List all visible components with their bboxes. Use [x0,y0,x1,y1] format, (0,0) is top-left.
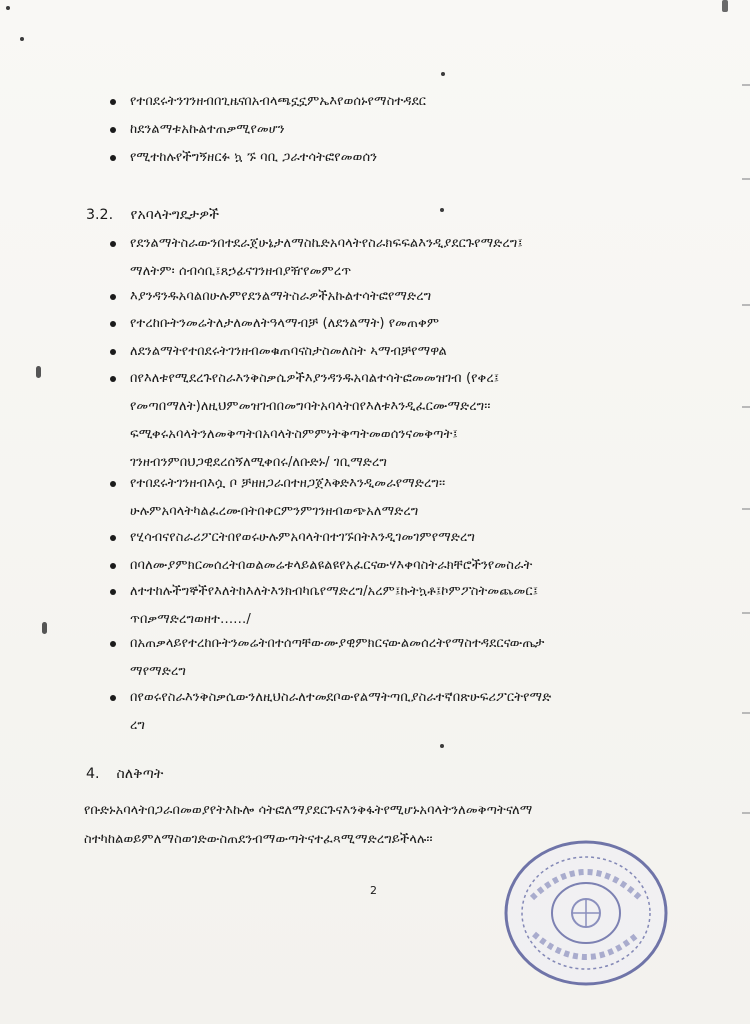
scan-speck [440,208,444,212]
bullet-icon [110,99,116,105]
section-number: 3.2. [86,207,114,223]
list-item [110,684,695,740]
section-title: ስለቅጣት [116,766,164,782]
list-item [110,144,695,172]
list-item [110,230,695,286]
list-item [110,524,695,552]
page-edge-mark [742,178,750,180]
bullet-icon [110,155,116,161]
scan-speck [440,744,444,748]
page-edge-mark [742,406,750,408]
scan-speck [722,0,728,12]
bullet-icon [110,535,116,541]
page-edge-mark [742,304,750,306]
section-heading [86,762,164,786]
list-item [110,310,695,338]
scan-speck [6,6,10,10]
list-item-text: የደንልማትስራውንበተደራጀሁኔታለማስኬድአባላትየስራክፍፍልእንዲያደርጉየማድረግ፤ ማለትም፡ ሰብሳቢ፤ጸኃፊናገንዘብያዥየመምረጥ [130,236,523,279]
section-number: 4. [86,766,100,782]
list-item-text: የተበደሩትገንዘብእሷ ቦ ቻዘዘጋራበተዘጋጀእቅድእንዲመራየማድረግ፡፡ ሁሉምአባላትካልፈረሙበትበቀርምንምገንዘብወጭአለማድረግ [130,476,446,519]
page-edge-mark [742,712,750,714]
scan-speck [20,37,24,41]
list-item-text: ለተተከሉችግኞችየእለትከእለትእንክብካቤየማድረግ/አረም፤ኩትኳቶ፤ኮምፖስትመጨመር፤ ጥበቃማድረግወዘተ……/ [130,584,539,627]
list-item-text: በባለሙያምክርመሰረትበወልመሬቱላይልዩልዩየአፈርናውሃእቀባስትራክቸሮችንየመስራት [130,558,533,573]
page-edge-mark [742,508,750,510]
page-number: 2 [370,884,377,897]
bullet-icon [110,481,116,487]
scan-speck [441,72,445,76]
bullet-icon [110,241,116,247]
page-edge-mark [742,812,750,814]
page-edge-mark [742,612,750,614]
section-heading [86,203,219,227]
section-title: የአባላትግዴታዎች [130,207,220,223]
bullet-icon [110,589,116,595]
bullet-icon [110,294,116,300]
list-item-text: በአጠቃላይየተረከቡትንመሬትበተሰጣቸውሙያዊምክርናውልመሰረትየማስተዳደርናውጤታ ማየማድረግ [130,636,545,679]
list-item [110,116,695,144]
list-item [110,470,695,526]
list-item [110,283,695,311]
list-item-text: ከደንልማቱአኩልተጠቃሚየመሆን [130,122,285,137]
list-item-text: የሂሳብናየስራሪፖርትበየወሩሁሉምአባላትበተገኙበትእንዲገመገምየማድረግ [130,530,476,545]
list-item [110,338,695,366]
bullet-icon [110,376,116,382]
list-item-text: የሚተከሉየችግኝዘርፉ ኳ ኙ ባቢ ጋራተሳትፎየመወሰን [130,150,378,165]
official-stamp [502,838,670,988]
list-item [110,365,695,477]
bullet-icon [110,695,116,701]
list-item-text: ለደንልማትየተበደሩትገንዘብመቁጠባናስታስመለስት ኣማብቻየማዋል [130,344,447,359]
scan-speck [42,622,47,634]
list-item [110,578,695,634]
list-item [110,552,695,580]
bullet-icon [110,349,116,355]
list-item-text: በየእለቱየሚደረጉየስራእንቅስቃሴዎችእያንዳንዱአባልተሳትፎመመዝገብ (የቀረ፤ የመጣበማለት)ለዚህምመዝገብበመግባትአባላትበየእለቱእንዲፈርሙማድረግ፡፡ ፍሚቀሩአባላትንለመቅጣትበአባላትስምምነትቅጣትመወሰንናመቅጣት፤ ገንዘብንምበህጋዊደረሰኝለሚቀበሩ/ለቡድኑ/ ገቢማድረግ [130,371,500,470]
list-item-text: በየወሩየስራእንቅስቃሴውንለዚህስራለተመደቦውየልማትጣቢያስራተኛበጽሁፍሪፖርትየማድ ረግ [130,690,552,733]
list-item [110,88,695,116]
list-item-text: የተበደሩትንገንዘብበጊዜናበአብላጫኗኗምኤእየወሰኑየማስተዳደር [130,94,427,109]
page-edge-mark [742,84,750,86]
bullet-icon [110,321,116,327]
list-item [110,630,695,686]
bullet-icon [110,641,116,647]
scan-speck [36,366,41,378]
section-paragraph: የቡድኑአባላትበጋራበመወያየትእኩሎ ሳትፎለማያደርጉናእንቅፋትየሚሆኑአባላትንለመቅጣትናለማ ስተካከልወይምለማስወገድውስጠደንብማውጣትናተፈጻሚማድረግይችላሉ፡፡ [84,803,533,847]
bullet-icon [110,127,116,133]
list-item-text: የተረከቡትንመሬትለታለመለትዓላማብቻ (ለደንልማት) የመጠቀም [130,316,440,331]
list-item-text: እያንዳንዱአባልበሁሉምየደንልማትስራዎችአኩልተሳትፎየማድረግ [130,289,432,304]
bullet-icon [110,563,116,569]
